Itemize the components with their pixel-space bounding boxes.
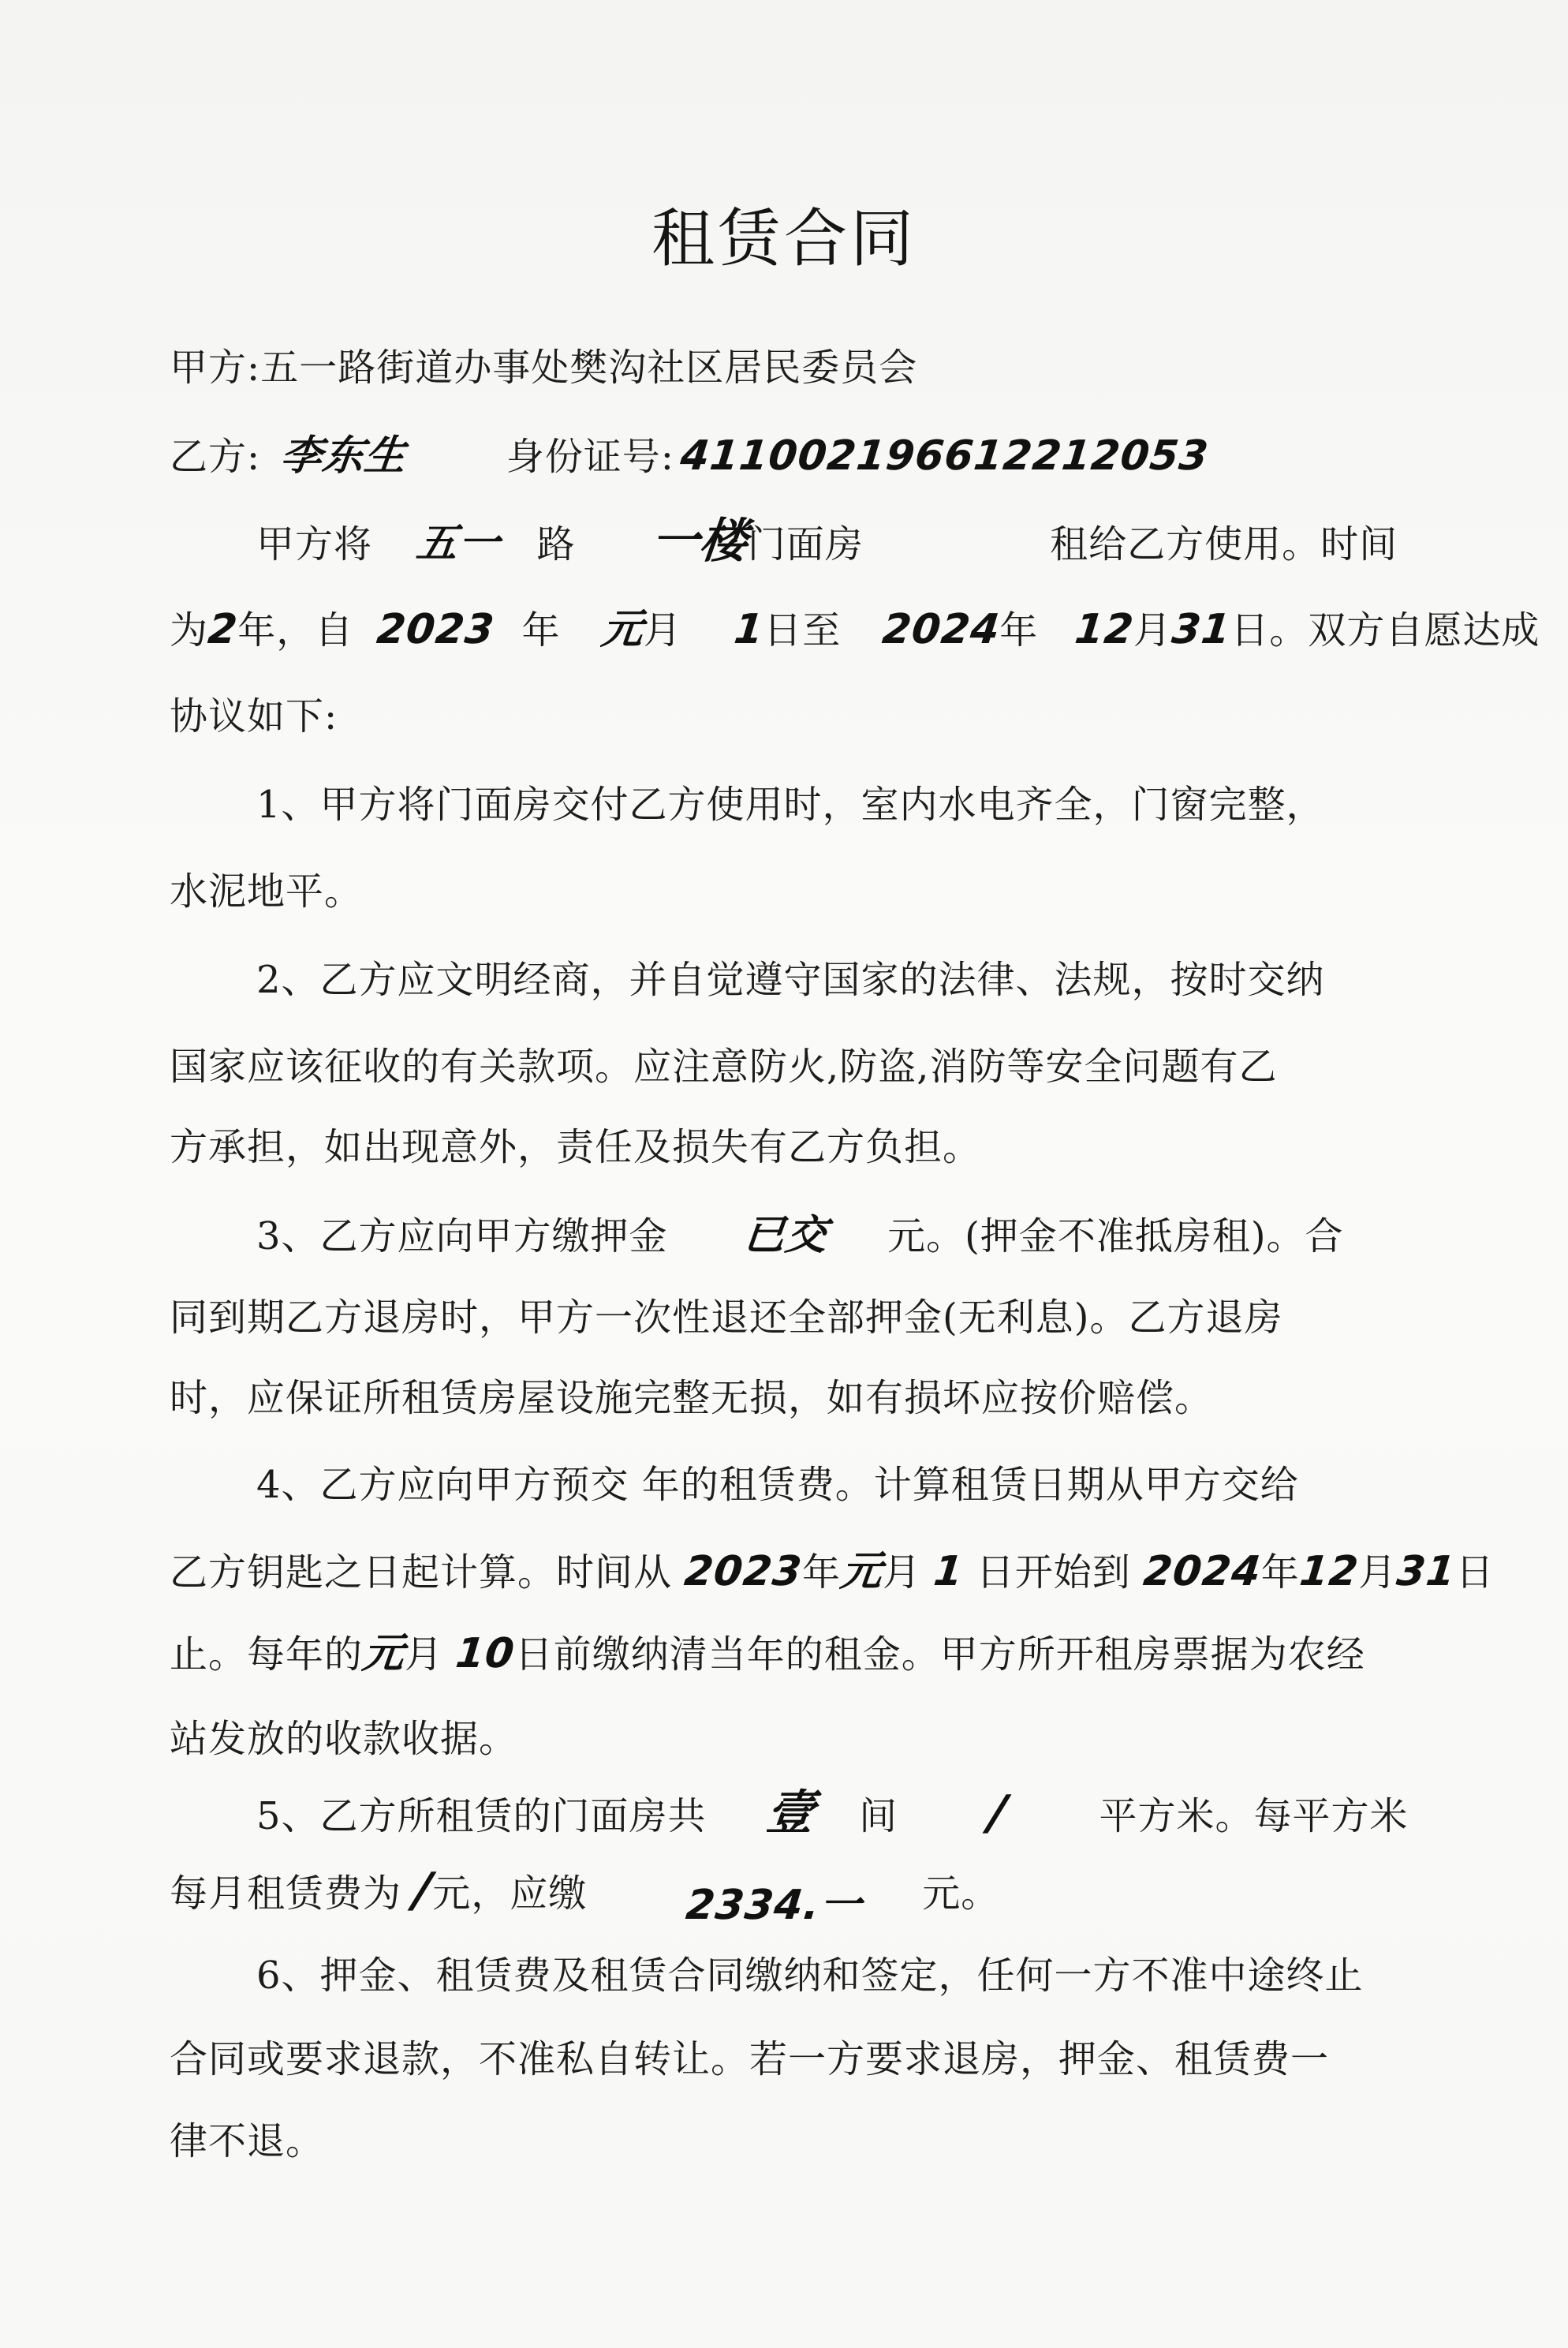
rooms-handwritten: 壹 <box>763 1785 818 1841</box>
clause-text: 元。(押金不准抵房租)。合 <box>887 1214 1344 1258</box>
clause-text: 日 <box>1455 1550 1495 1595</box>
clause-3-line-1 <box>256 1212 1344 1260</box>
start-year-handwritten: 2023 <box>375 606 498 653</box>
intro-text: 日至 <box>763 608 842 652</box>
clause-5-line-2 <box>170 1863 1000 1929</box>
clause-1-line-2: 水泥地平。 <box>170 869 364 914</box>
location-handwritten: 五一 <box>414 520 503 567</box>
intro-text: 甲方将 <box>256 522 373 566</box>
clause-text: 5、乙方所租赁的门面房共 <box>256 1794 707 1838</box>
clause-6-line-2: 合同或要求退款，不准私自转让。若一方要求退房，押金、租赁费一 <box>170 2037 1330 2081</box>
intro-text: 月 <box>643 608 682 652</box>
from-day-handwritten: 1 <box>931 1548 966 1595</box>
clause-6-line-1: 6、押金、租赁费及租赁合同缴纳和签定，任何一方不准中途终止 <box>256 1954 1364 1998</box>
clause-3-line-2: 同到期乙方退房时，甲方一次性退还全部押金(无利息)。乙方退房 <box>170 1296 1283 1340</box>
clause-text: 止。每年的 <box>170 1632 364 1677</box>
to-year-handwritten: 2024 <box>1141 1548 1264 1595</box>
party-a-line <box>170 344 917 391</box>
clause-3-line-3: 时，应保证所租赁房屋设施完整无损，如有损坏应按价赔偿。 <box>170 1376 1214 1420</box>
to-day-handwritten: 31 <box>1394 1548 1458 1595</box>
clause-text: 月 <box>883 1550 922 1595</box>
intro-line-2 <box>170 606 1540 654</box>
intro-text: 门面房 <box>747 522 864 566</box>
deposit-handwritten: 已交 <box>741 1212 830 1259</box>
clause-4-line-2 <box>170 1548 1495 1596</box>
clause-text: 月 <box>1358 1550 1398 1595</box>
clause-text: 月 <box>405 1632 444 1677</box>
clause-2-line-1: 2、乙方应文明经商，并自觉遵守国家的法律、法规，按时交纳 <box>256 958 1325 1002</box>
clause-text: 平方米。每平方米 <box>1099 1794 1409 1838</box>
intro-text: 年 <box>521 608 561 652</box>
clause-text: 乙方钥匙之日起计算。时间从 <box>170 1550 673 1595</box>
party-b-label: 乙方: <box>170 435 261 479</box>
intro-text: 租给乙方使用。时间 <box>1050 522 1398 566</box>
party-b-name-handwritten: 李东生 <box>278 432 409 480</box>
intro-line-3: 协议如下: <box>170 694 338 738</box>
clause-text: 每月租赁费为 <box>170 1871 402 1916</box>
intro-text: 为 <box>170 608 209 652</box>
party-a-name: 五一路街道办事处樊沟社区居民委员会 <box>260 346 918 390</box>
clause-text: 日开始到 <box>976 1550 1131 1595</box>
intro-text: 日。双方自愿达成 <box>1230 608 1540 652</box>
from-year-handwritten: 2023 <box>682 1548 805 1595</box>
clause-text: 间 <box>859 1794 898 1838</box>
clause-text: 元，应缴 <box>432 1871 588 1916</box>
clause-text: 元。 <box>922 1871 1000 1916</box>
rate-handwritten: / <box>411 1863 435 1918</box>
start-month-handwritten: 元 <box>599 606 646 653</box>
clause-2-line-2: 国家应该征收的有关款项。应注意防火,防盗,消防等安全问题有乙 <box>170 1045 1278 1089</box>
clause-text: 年 <box>802 1550 842 1595</box>
clause-4-line-4: 站发放的收款收据。 <box>170 1717 518 1761</box>
clause-4-line-1: 4、乙方应向甲方预交 年的租赁费。计算租赁日期从甲方交给 <box>256 1463 1299 1507</box>
clause-text: 年 <box>1260 1550 1300 1595</box>
intro-text: 月 <box>1133 608 1172 652</box>
end-month-handwritten: 12 <box>1072 606 1137 653</box>
from-month-handwritten: 元 <box>838 1548 886 1595</box>
party-a-label: 甲方: <box>170 346 261 390</box>
clause-5-line-1 <box>256 1785 1409 1841</box>
clause-4-line-3 <box>170 1630 1365 1678</box>
intro-line-1 <box>256 514 1398 569</box>
area-handwritten: / <box>986 1785 1010 1841</box>
id-label: 身份证号: <box>506 435 674 479</box>
clause-2-line-3: 方承担，如出现意外，责任及损失有乙方负担。 <box>170 1125 982 1169</box>
location-floor-handwritten: 一楼 <box>648 514 751 569</box>
party-b-line <box>170 432 1211 480</box>
end-day-handwritten: 31 <box>1169 606 1234 653</box>
id-number-handwritten: 411002196612212053 <box>678 432 1211 480</box>
page-title: 租赁合同 <box>651 202 917 275</box>
intro-text: 年，自 <box>237 608 354 652</box>
pay-month-handwritten: 元 <box>360 1630 408 1677</box>
amount-handwritten: 2334.一 <box>684 1882 865 1929</box>
to-month-handwritten: 12 <box>1297 1548 1361 1595</box>
clause-text: 日前缴纳清当年的租金。甲方所开租房票据为农经 <box>514 1632 1365 1677</box>
intro-text: 年 <box>999 608 1039 652</box>
clause-6-line-3: 律不退。 <box>170 2119 325 2163</box>
start-day-handwritten: 1 <box>731 606 767 653</box>
clause-1-line-1: 1、甲方将门面房交付乙方使用时，室内水电齐全，门窗完整， <box>256 783 1325 827</box>
end-year-handwritten: 2024 <box>879 606 1002 653</box>
pay-day-handwritten: 10 <box>454 1630 517 1677</box>
years-handwritten: 2 <box>205 606 241 653</box>
clause-text: 3、乙方应向甲方缴押金 <box>256 1214 668 1258</box>
intro-text: 路 <box>536 522 576 566</box>
